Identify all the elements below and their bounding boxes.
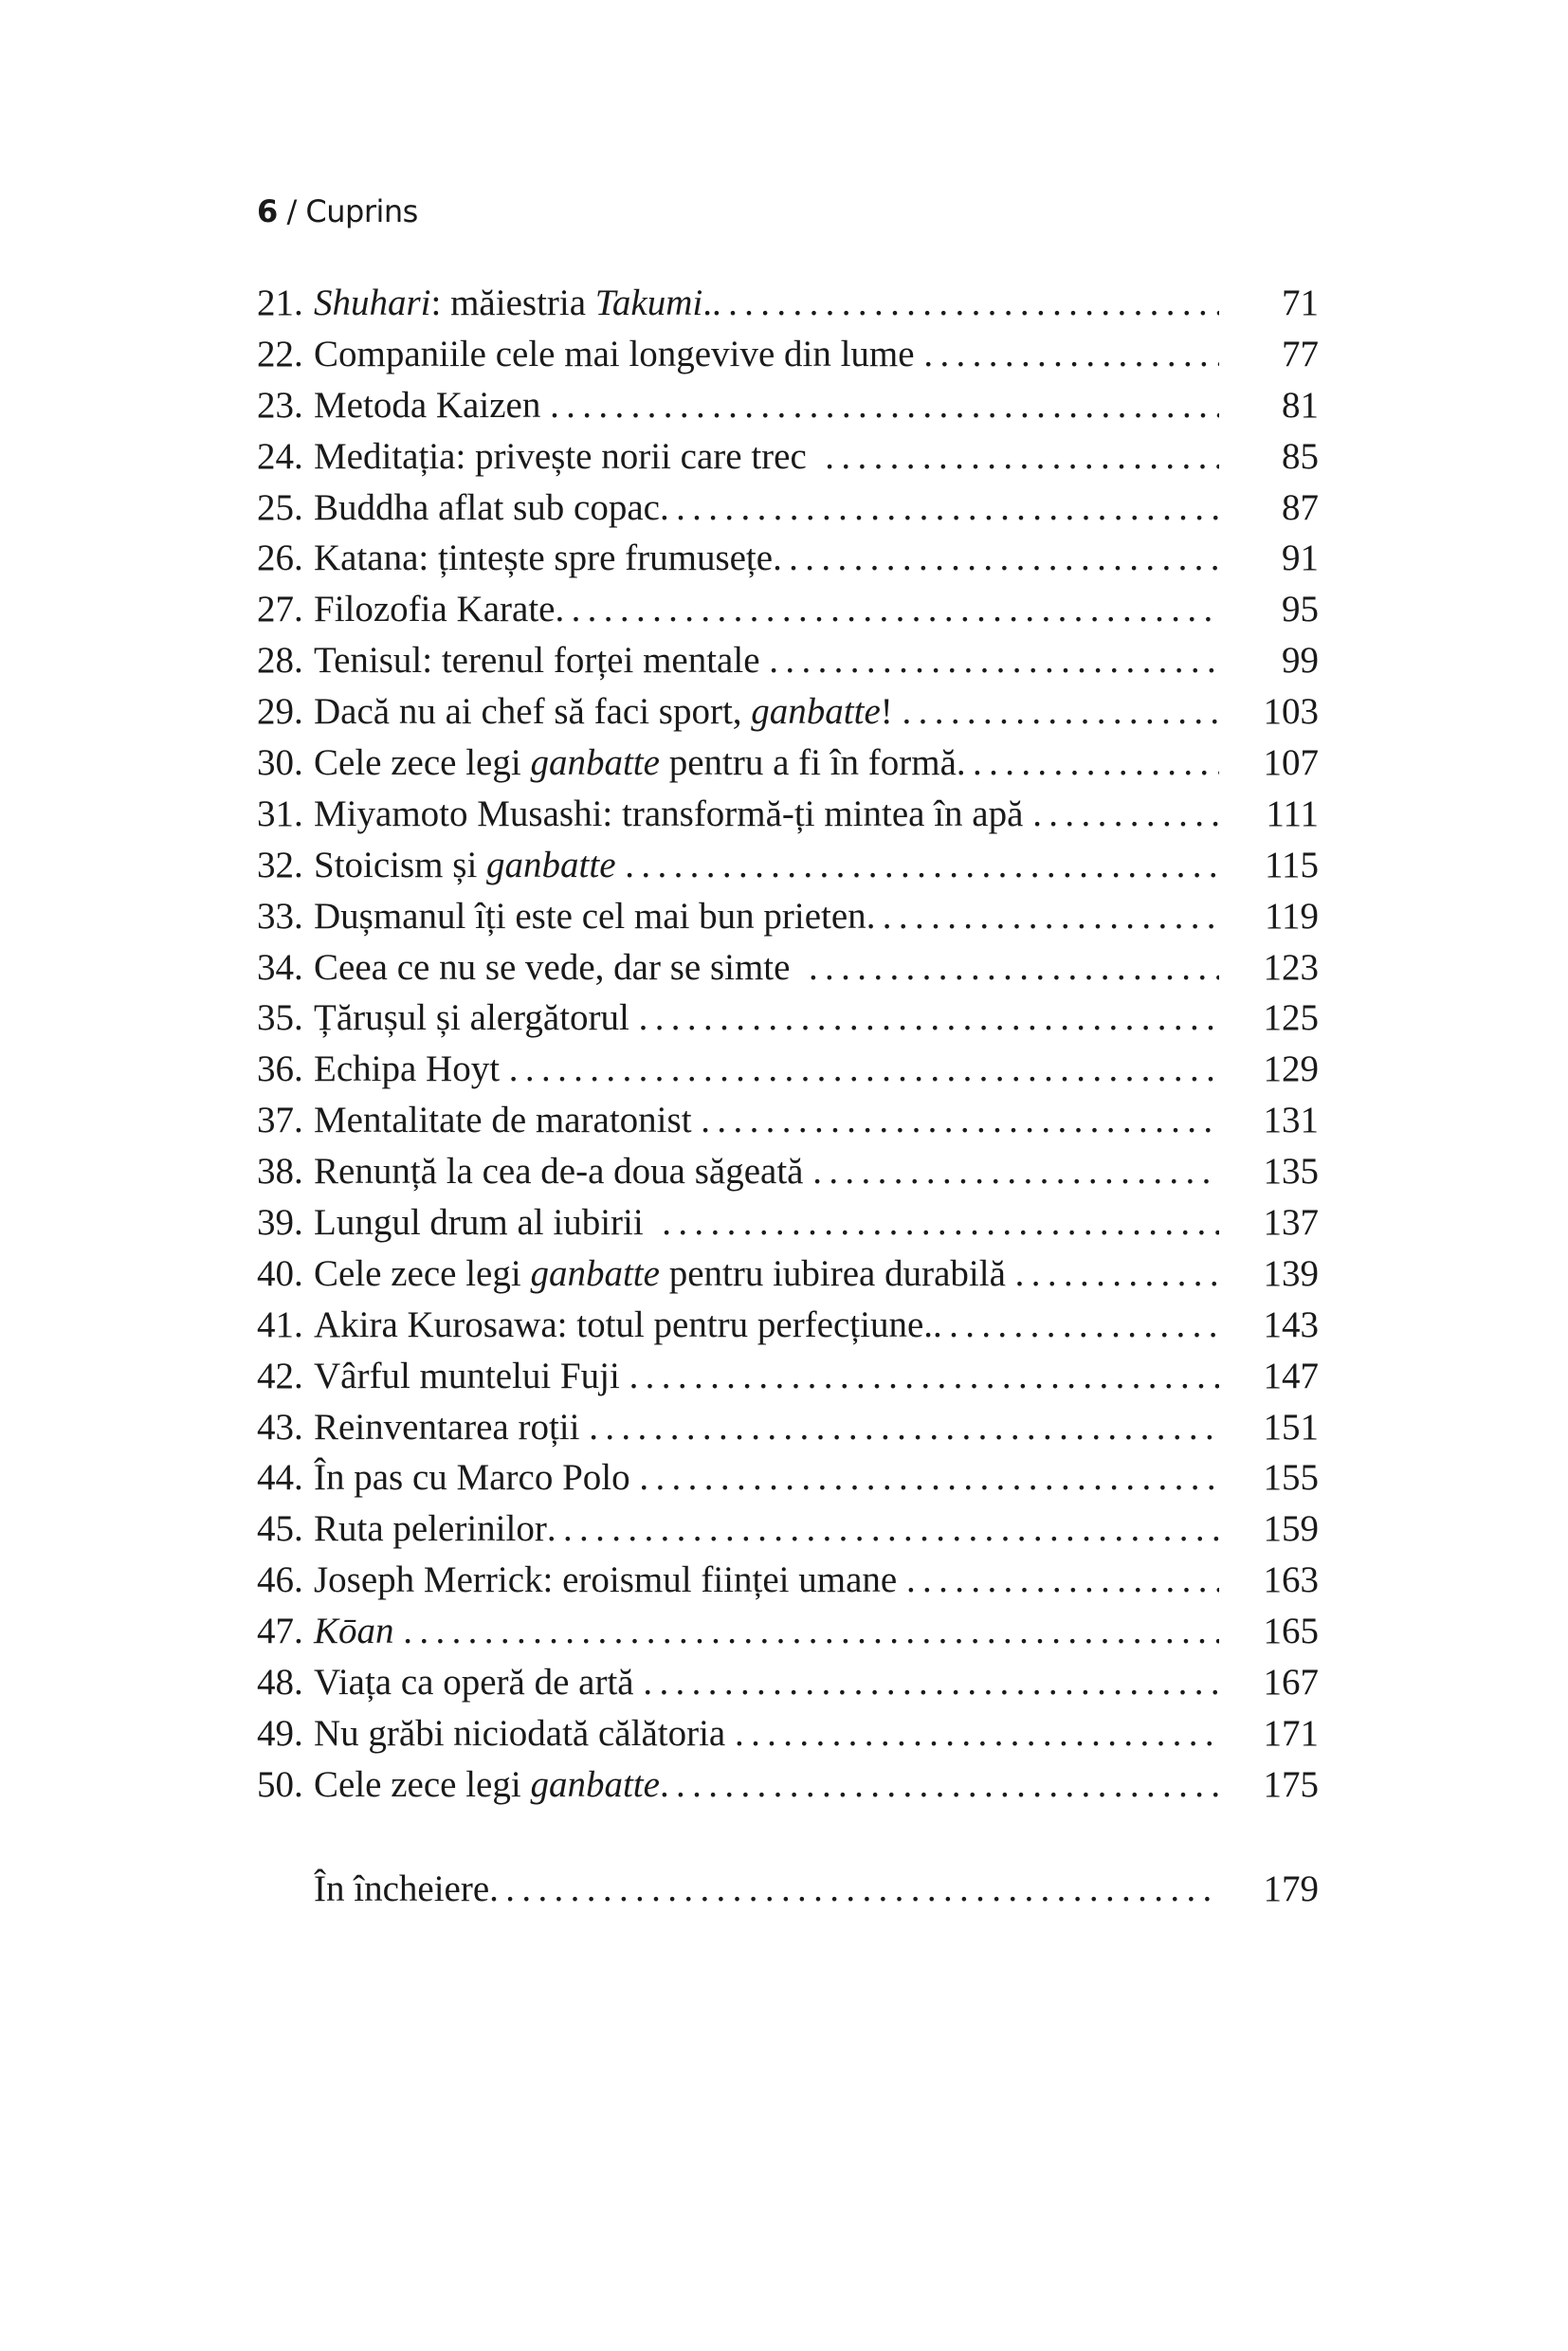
dot-leader bbox=[639, 993, 1219, 1044]
toc-entry[interactable] bbox=[257, 942, 1319, 993]
dot-leader bbox=[639, 1452, 1219, 1504]
entry-page: 155 bbox=[1263, 1457, 1319, 1499]
dot-leader bbox=[660, 1759, 1219, 1811]
dot-leader bbox=[1015, 1248, 1219, 1300]
entry-number: 29. bbox=[257, 691, 303, 733]
entry-page: 143 bbox=[1263, 1303, 1319, 1345]
entry-page: 137 bbox=[1263, 1202, 1319, 1244]
entry-title-italic: ganbatte bbox=[751, 691, 881, 733]
entry-title bbox=[314, 789, 1032, 840]
entry-title-text: Akira Kurosawa: totul pentru perfecțiune. bbox=[314, 1303, 934, 1345]
dot-leader bbox=[906, 1555, 1219, 1606]
entry-title bbox=[314, 533, 773, 584]
entry-page: 171 bbox=[1263, 1712, 1319, 1754]
entry-title-italic: ganbatte bbox=[530, 1252, 660, 1294]
entry-page: 81 bbox=[1282, 384, 1319, 426]
entry-title-text: Ruta pelerinilor bbox=[314, 1508, 547, 1550]
entry-page: 147 bbox=[1263, 1355, 1319, 1396]
entry-title bbox=[314, 1402, 589, 1453]
entry-page: 99 bbox=[1282, 640, 1319, 682]
entry-page: 163 bbox=[1263, 1559, 1319, 1601]
entry-number: 46. bbox=[257, 1559, 303, 1601]
entry-title-text bbox=[616, 845, 626, 885]
toc-entry[interactable] bbox=[257, 431, 1319, 483]
entry-title-text: Joseph Merrick: eroismul ființei umane bbox=[314, 1559, 906, 1601]
entry-title-italic: ganbatte bbox=[530, 1763, 660, 1805]
entry-page: 175 bbox=[1263, 1763, 1319, 1805]
toc-entry[interactable] bbox=[257, 891, 1319, 942]
entry-title-text: Ceea ce nu se vede, dar se simte bbox=[314, 946, 809, 988]
entry-title-text: Filozofia Karate bbox=[314, 589, 556, 630]
entry-page: 95 bbox=[1282, 589, 1319, 630]
entry-page: 119 bbox=[1264, 895, 1319, 937]
entry-page: 135 bbox=[1263, 1151, 1319, 1193]
entry-title-text: pentru iubirea durabilă bbox=[659, 1252, 1015, 1294]
toc-entry[interactable] bbox=[257, 1759, 1319, 1811]
entry-number: 42. bbox=[257, 1355, 303, 1396]
entry-page: 123 bbox=[1263, 946, 1319, 988]
entry-number: 28. bbox=[257, 640, 303, 682]
section-title: Cuprins bbox=[305, 193, 418, 229]
page-number: 6 bbox=[257, 193, 278, 229]
entry-number: 21. bbox=[257, 282, 303, 323]
toc-entry[interactable] bbox=[257, 1606, 1319, 1657]
entry-number: 25. bbox=[257, 486, 303, 528]
entry-page: 77 bbox=[1282, 333, 1319, 374]
entry-title-text: pentru a fi în formă bbox=[659, 742, 957, 784]
entry-title bbox=[314, 1504, 547, 1555]
entry-number: 36. bbox=[257, 1048, 303, 1090]
toc-entry-closing[interactable] bbox=[257, 1864, 1319, 1915]
dot-leader bbox=[866, 891, 1219, 942]
entry-number: 48. bbox=[257, 1662, 303, 1704]
page-header bbox=[257, 193, 418, 229]
entry-page: 111 bbox=[1266, 793, 1319, 834]
toc-entry[interactable] bbox=[257, 1402, 1319, 1453]
entry-number: 47. bbox=[257, 1611, 303, 1652]
entry-title-text: Mentalitate de maratonist bbox=[314, 1100, 702, 1141]
entry-title-italic: Kōan bbox=[314, 1611, 394, 1652]
entry-title-text: Reinventarea roții bbox=[314, 1406, 590, 1448]
entry-page: 107 bbox=[1263, 742, 1319, 784]
entry-title-text: Nu grăbi niciodată călătoria bbox=[314, 1712, 735, 1754]
dot-leader bbox=[809, 942, 1219, 993]
entry-number: 43. bbox=[257, 1406, 303, 1448]
entry-title-text: Stoicism și bbox=[314, 844, 487, 885]
entry-title-text: Lungul drum al iubirii bbox=[314, 1202, 663, 1244]
entry-number: 41. bbox=[257, 1303, 303, 1345]
toc-entry[interactable] bbox=[257, 738, 1319, 789]
dot-leader bbox=[923, 329, 1219, 380]
entry-title bbox=[314, 380, 550, 431]
entry-title-text: Dacă nu ai chef să faci sport, bbox=[314, 691, 752, 733]
dot-leader bbox=[903, 686, 1219, 738]
toc-entry[interactable] bbox=[257, 1197, 1319, 1248]
dot-leader bbox=[769, 635, 1219, 686]
entry-title bbox=[314, 329, 923, 380]
dot-leader bbox=[957, 738, 1219, 789]
entry-title-text: Echipa Hoyt bbox=[314, 1048, 509, 1090]
entry-title-italic: ganbatte bbox=[486, 844, 616, 885]
entry-number: 39. bbox=[257, 1202, 303, 1244]
toc-entry[interactable] bbox=[257, 686, 1319, 738]
entry-title-text: . bbox=[702, 282, 712, 323]
entry-title-text: Katana: țintește spre frumusețe bbox=[314, 538, 774, 579]
entry-number: 30. bbox=[257, 742, 303, 784]
toc-entry[interactable] bbox=[257, 1708, 1319, 1759]
entry-page: 179 bbox=[1263, 1868, 1319, 1909]
entry-page: 167 bbox=[1263, 1662, 1319, 1704]
entry-title-text: Cele zece legi bbox=[314, 742, 531, 784]
entry-number: 35. bbox=[257, 997, 303, 1039]
entry-title-text: : măiestria bbox=[430, 282, 595, 323]
dot-leader bbox=[773, 533, 1219, 584]
entry-number: 24. bbox=[257, 435, 303, 477]
entry-page: 91 bbox=[1282, 538, 1319, 579]
entry-number: 33. bbox=[257, 895, 303, 937]
entry-number: 45. bbox=[257, 1508, 303, 1550]
toc-entry[interactable] bbox=[257, 635, 1319, 686]
entry-page: 103 bbox=[1263, 691, 1319, 733]
entry-number: 49. bbox=[257, 1712, 303, 1754]
entry-title bbox=[314, 1146, 812, 1197]
entry-number: 40. bbox=[257, 1252, 303, 1294]
entry-number: 38. bbox=[257, 1151, 303, 1193]
entry-title bbox=[314, 483, 660, 534]
entry-title-text: Metoda Kaizen bbox=[314, 384, 551, 426]
dot-leader bbox=[629, 1351, 1219, 1402]
entry-number: 23. bbox=[257, 384, 303, 426]
dot-leader bbox=[1032, 789, 1219, 840]
dot-leader bbox=[625, 840, 1219, 891]
entry-title bbox=[314, 1248, 1015, 1300]
dot-leader bbox=[550, 380, 1219, 431]
entry-page: 159 bbox=[1263, 1508, 1319, 1550]
dot-leader bbox=[735, 1708, 1219, 1759]
dot-leader bbox=[589, 1402, 1219, 1453]
dot-leader bbox=[933, 1300, 1219, 1351]
toc-entry[interactable] bbox=[257, 1095, 1319, 1146]
entry-title-text bbox=[394, 1611, 404, 1651]
entry-title bbox=[314, 431, 825, 483]
dot-leader bbox=[660, 483, 1219, 534]
entry-title bbox=[314, 1452, 639, 1504]
entry-title bbox=[314, 942, 809, 993]
entry-number: 37. bbox=[257, 1100, 303, 1141]
table-of-contents bbox=[257, 278, 1319, 1811]
entry-title bbox=[314, 1657, 643, 1708]
entry-number: 44. bbox=[257, 1457, 303, 1499]
toc-entry[interactable] bbox=[257, 1300, 1319, 1351]
entry-page: 151 bbox=[1263, 1406, 1319, 1448]
entry-title-text: Țărușul și alergătorul bbox=[314, 997, 639, 1039]
entry-title bbox=[314, 738, 957, 789]
entry-title bbox=[314, 584, 555, 635]
toc-entry[interactable] bbox=[257, 483, 1319, 534]
entry-title-text: Tenisul: terenul forței mentale bbox=[314, 640, 770, 682]
toc-entry[interactable] bbox=[257, 1555, 1319, 1606]
entry-title-text: Renunță la cea de-a doua săgeată bbox=[314, 1151, 813, 1193]
toc-entry[interactable] bbox=[257, 380, 1319, 431]
entry-title-text: Cele zece legi bbox=[314, 1763, 531, 1805]
entry-title bbox=[314, 891, 866, 942]
entry-title bbox=[314, 840, 625, 891]
entry-page: 115 bbox=[1264, 844, 1319, 885]
entry-title-text: Vârful muntelui Fuji bbox=[314, 1355, 629, 1396]
toc-entry[interactable] bbox=[257, 840, 1319, 891]
entry-title bbox=[314, 1044, 509, 1095]
dot-leader bbox=[812, 1146, 1219, 1197]
entry-title bbox=[314, 686, 903, 738]
entry-number: 26. bbox=[257, 538, 303, 579]
toc-entry[interactable] bbox=[257, 1248, 1319, 1300]
entry-number: 32. bbox=[257, 844, 303, 885]
entry-title-italic: Takumi bbox=[594, 282, 703, 323]
entry-page: 165 bbox=[1263, 1611, 1319, 1652]
dot-leader bbox=[712, 278, 1219, 329]
toc-entry[interactable] bbox=[257, 993, 1319, 1044]
entry-title-text: În pas cu Marco Polo bbox=[314, 1457, 640, 1499]
entry-title-text: Cele zece legi bbox=[314, 1252, 531, 1294]
entry-title-text: Buddha aflat sub copac bbox=[314, 486, 660, 528]
entry-title-text: Meditația: privește norii care trec bbox=[314, 435, 826, 477]
entry-title bbox=[314, 1708, 735, 1759]
entry-title-text: ! bbox=[880, 691, 903, 733]
entry-title-italic: ganbatte bbox=[530, 742, 660, 784]
toc-entry[interactable] bbox=[257, 1146, 1319, 1197]
entry-title bbox=[314, 1300, 933, 1351]
toc-entry[interactable] bbox=[257, 1351, 1319, 1402]
toc-entry[interactable] bbox=[257, 1044, 1319, 1095]
entry-title bbox=[314, 1555, 906, 1606]
entry-title bbox=[314, 1095, 701, 1146]
entry-title: În încheiere bbox=[314, 1868, 490, 1909]
entry-title-text: Viața ca operă de artă bbox=[314, 1662, 644, 1704]
dot-leader bbox=[825, 431, 1219, 483]
dot-leader bbox=[547, 1504, 1219, 1555]
toc-entry[interactable] bbox=[257, 329, 1319, 380]
entry-number: 31. bbox=[257, 793, 303, 834]
dot-leader bbox=[509, 1044, 1219, 1095]
entry-page: 87 bbox=[1282, 486, 1319, 528]
dot-leader bbox=[555, 584, 1219, 635]
toc-entry[interactable] bbox=[257, 1657, 1319, 1708]
entry-title bbox=[314, 1197, 662, 1248]
entry-title-text: Miyamoto Musashi: transformă-ți mintea în apă bbox=[314, 793, 1033, 834]
toc-entry[interactable] bbox=[257, 789, 1319, 840]
entry-title bbox=[314, 1759, 660, 1811]
entry-title bbox=[314, 993, 639, 1044]
toc-entry[interactable] bbox=[257, 1504, 1319, 1555]
dot-leader bbox=[662, 1197, 1219, 1248]
entry-page: 71 bbox=[1282, 282, 1319, 323]
dot-leader bbox=[643, 1657, 1219, 1708]
entry-number: 50. bbox=[257, 1763, 303, 1805]
entry-title bbox=[314, 1606, 403, 1657]
entry-page: 85 bbox=[1282, 435, 1319, 477]
entry-title bbox=[314, 635, 769, 686]
entry-title-italic: Shuhari bbox=[314, 282, 431, 323]
toc-entry[interactable] bbox=[257, 278, 1319, 329]
dot-leader bbox=[489, 1864, 1219, 1915]
dot-leader bbox=[403, 1606, 1219, 1657]
entry-title-text: Dușmanul îți este cel mai bun prieten bbox=[314, 895, 866, 937]
entry-title bbox=[314, 1351, 629, 1402]
entry-title-text: Companiile cele mai longevive din lume bbox=[314, 333, 924, 374]
entry-number: 34. bbox=[257, 946, 303, 988]
entry-page: 131 bbox=[1263, 1100, 1319, 1141]
header-separator: / bbox=[277, 193, 306, 229]
entry-number: 22. bbox=[257, 333, 303, 374]
toc-entry[interactable] bbox=[257, 1452, 1319, 1504]
toc-entry[interactable] bbox=[257, 533, 1319, 584]
toc-entry[interactable] bbox=[257, 584, 1319, 635]
entry-page: 129 bbox=[1263, 1048, 1319, 1090]
entry-page: 125 bbox=[1263, 997, 1319, 1039]
entry-page: 139 bbox=[1263, 1252, 1319, 1294]
dot-leader bbox=[701, 1095, 1219, 1146]
entry-title bbox=[314, 278, 712, 329]
entry-number: 27. bbox=[257, 589, 303, 630]
